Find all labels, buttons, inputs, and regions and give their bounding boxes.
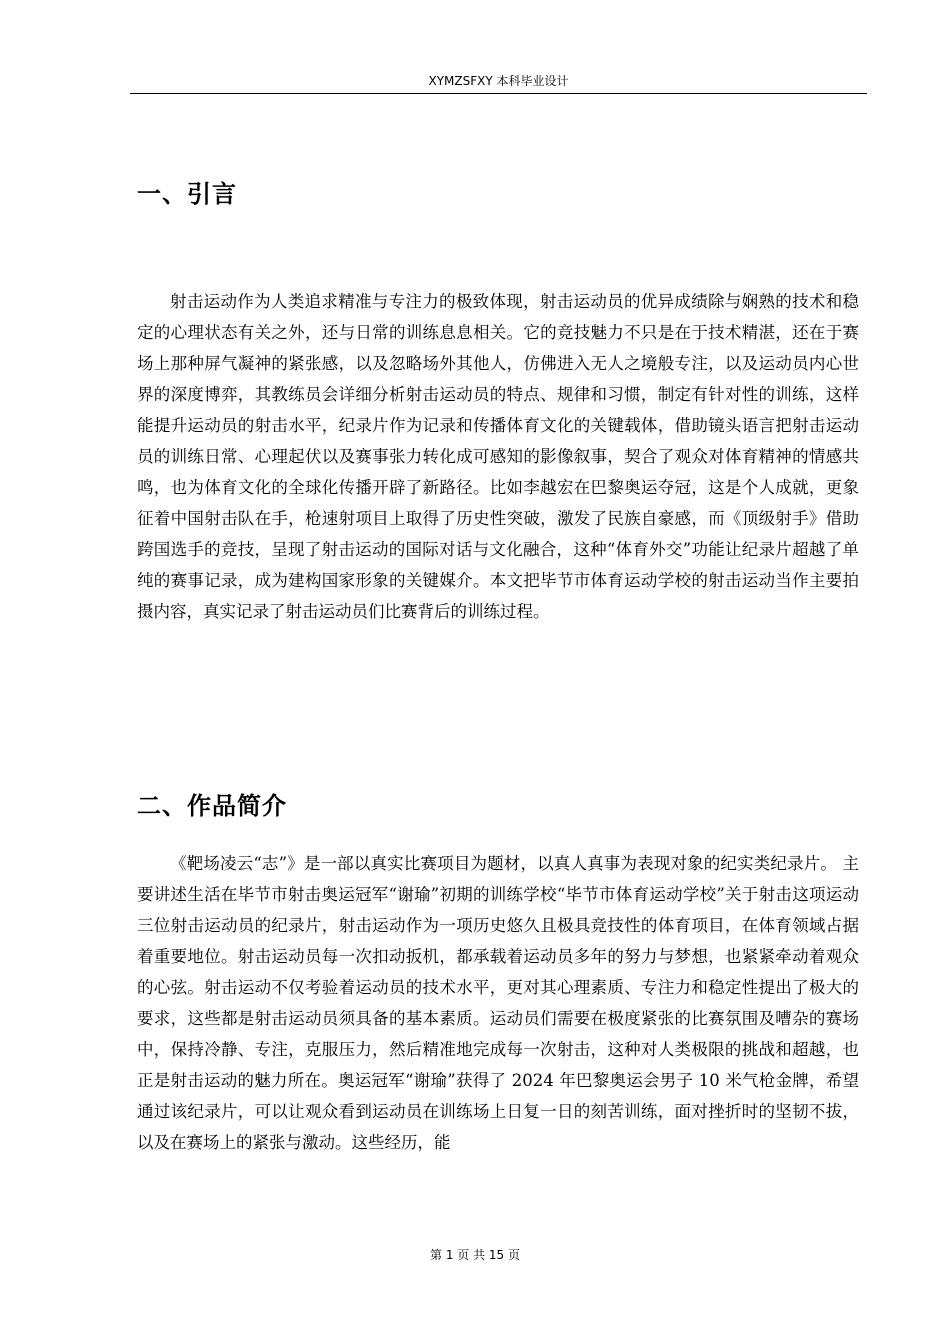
work-summary-paragraph: 《靶场凌云“志”》是一部以真实比赛项目为题材，以真人真事为表现对象的纪实类纪录片。 主要讲述生活在毕节市射击奥运冠军“谢瑜”初期的训练学校“毕节市体育运动学校”关于射击这项运动三位射击运动员的纪录片，射击运动作为一项历史悠久且极具竞技性的体育项目，在体育领域占据着重要地位。射击运动员每一次扣动扳机，都承载着运动员多年的努力与梦想，也紧紧牵动着观众的心弦。射击运动不仅考验着运动员的技术水平，更对其心理素质、专注力和稳定性提出了极大的要求，这些都是射击运动员须具备的基本素质。运动员们需要在极度紧张的比赛氛围及嘈杂的赛场中，保持冷静、专注，克服压力，然后精准地完成每一次射击，这种对人类极限的挑战和超越，也正是射击运动的魅力所在。奥运冠军“谢瑜”获得了 2024 年巴黎奥运会男子 10 米气枪金牌，希望通过该纪录片，可以让观众看到运动员在训练场上日复一日的刻苦训练，面对挫折时的坚韧不拔，以及在赛场上的紧张与激动。这些经历，能 bbox=[137, 854, 859, 1152]
page-footer bbox=[0, 1247, 950, 1263]
section-heading-introduction: 一、引言 bbox=[137, 180, 237, 208]
page-number: 第 1 页 共 15 页 bbox=[430, 1248, 520, 1262]
page-header bbox=[130, 73, 867, 94]
introduction-paragraph: 射击运动作为人类追求精准与专注力的极致体现，射击运动员的优异成绩除与娴熟的技术和稳定的心理状态有关之外，还与日常的训练息息相关。它的竞技魅力不只是在于技术精湛，还在于赛场上那种屏气凝神的紧张感，以及忽略场外其他人，仿佛进入无人之境般专注，以及运动员内心世界的深度博弈，其教练员会详细分析射击运动员的特点、规律和习惯，制定有针对性的训练，这样能提升运动员的射击水平，纪录片作为记录和传播体育文化的关键载体，借助镜头语言把射击运动员的训练日常、心理起伏以及赛事张力转化成可感知的影像叙事，契合了观众对体育精神的情感共鸣，也为体育文化的全球化传播开辟了新路径。比如李越宏在巴黎奥运夺冠，这是个人成就，更象征着中国射击队在手，枪速射项目上取得了历史性突破，激发了民族自豪感，而《顶级射手》借助跨国选手的竞技，呈现了射击运动的国际对话与文化融合，这种“体育外交”功能让纪录片超越了单纯的赛事记录，成为建构国家形象的关键媒介。本文把毕节市体育运动学校的射击运动当作主要拍摄内容，真实记录了射击运动员们比赛背后的训练过程。 bbox=[137, 292, 859, 621]
header-title: XYMZSFXY 本科毕业设计 bbox=[428, 74, 569, 88]
section-heading-work-summary: 二、作品简介 bbox=[137, 792, 287, 820]
